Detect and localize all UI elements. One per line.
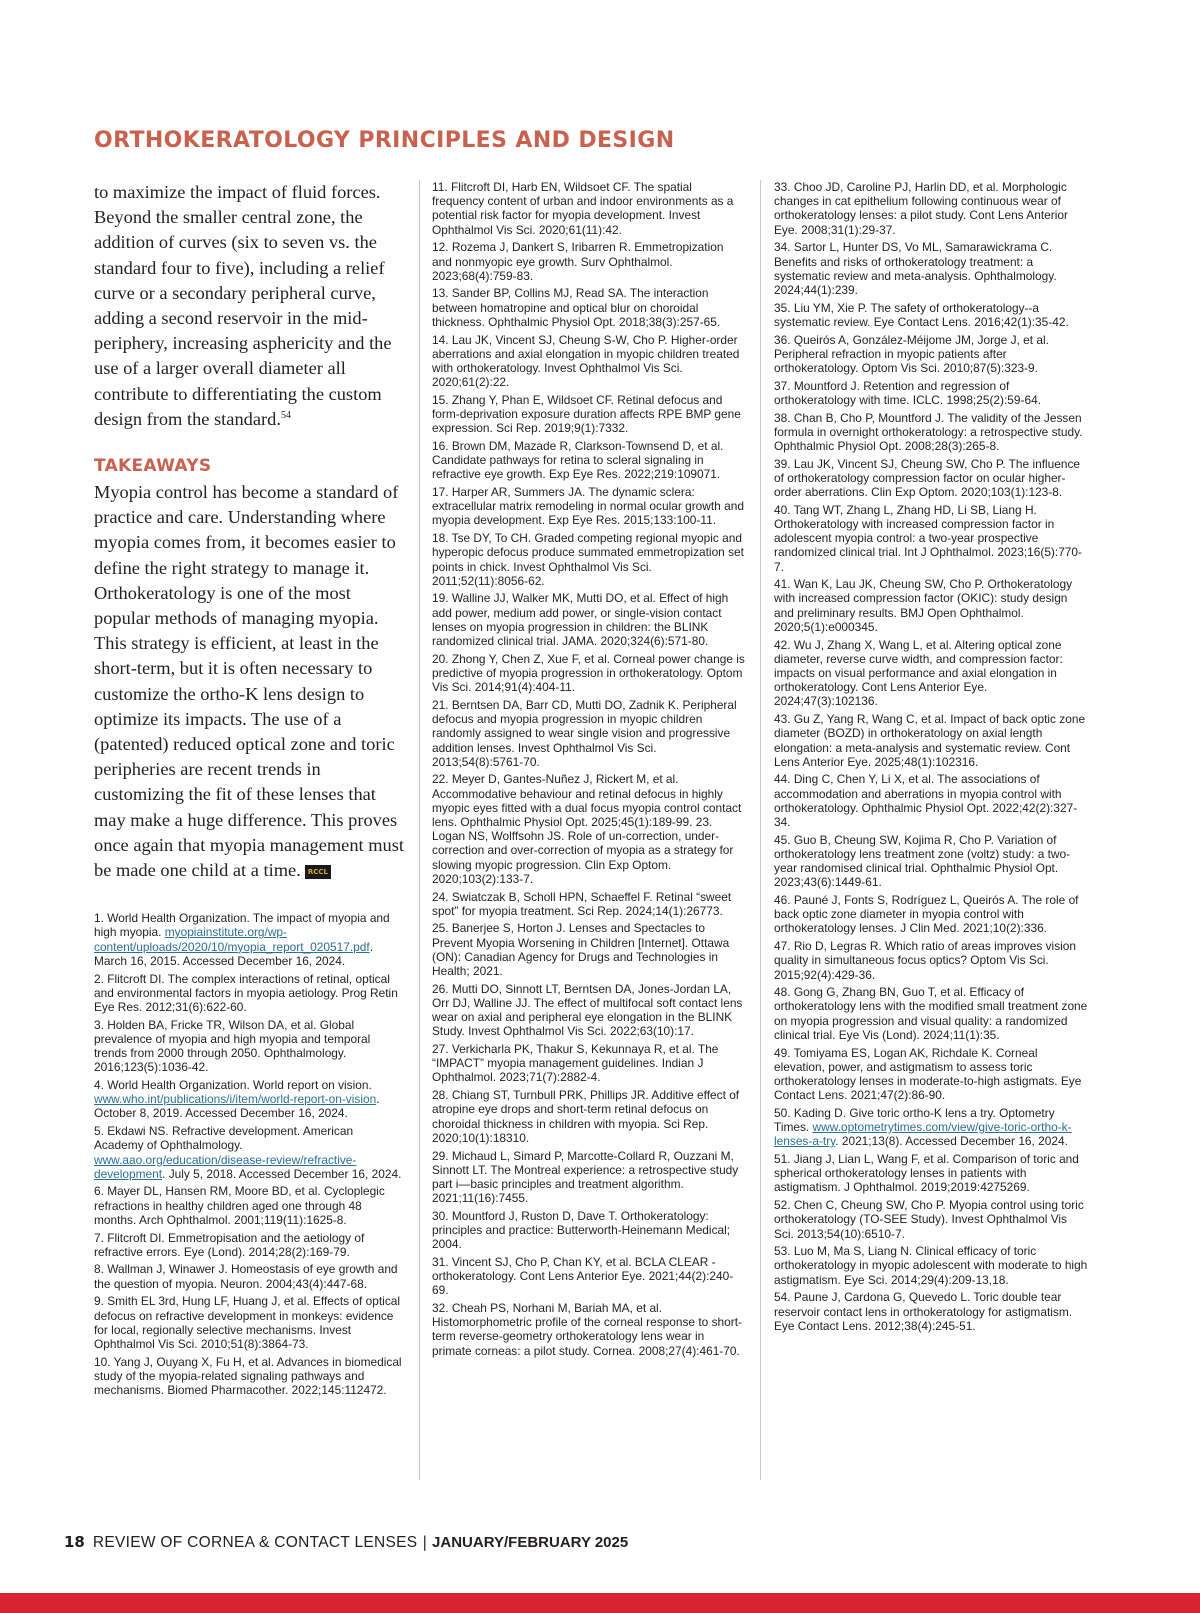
- reference-item: 14. Lau JK, Vincent SJ, Cheung S-W, Cho P. Higher-order aberrations and axial elongation in myopic children treated with orthokeratology. Invest Ophthalmol Vis Sci. 2020;61(2):22.: [432, 332, 740, 390]
- column-divider: [419, 180, 420, 1480]
- reference-item: 34. Sartor L, Hunter DS, Vo ML, Samarawickrama C. Benefits and risks of orthokeratology treatment: a systematic review and meta-analysis. Ophthalmology. 2024;44(1):239.: [774, 240, 1057, 297]
- reference-text: . March 16, 2015. Accessed December 16, 2024.: [94, 939, 373, 968]
- reference-item: 11. Flitcroft DI, Harb EN, Wildsoet CF. The spatial frequency content of urban and indoor environments as a potential risk factor for myopia development. Invest Ophthalmol Vis Sci. 2020;61(11):42.: [432, 180, 734, 237]
- page-number: 18: [64, 1533, 85, 1551]
- reference-item: 43. Gu Z, Yang R, Wang C, et al. Impact of back optic zone diameter (BOZD) in orthokeratology on axial length elongation: a meta-analysis and systematic review. Cont Lens Anterior Eye. 2025;48(1):102316.: [774, 712, 1086, 769]
- reference-text: 4. World Health Organization. World report on vision.: [94, 1078, 372, 1093]
- references-list-3: [774, 180, 1090, 1336]
- reference-text: 1. World Health Organization. The impact of myopia and high myopia.: [94, 911, 390, 940]
- reference-text: . July 5, 2018. Accessed December 16, 2024.: [162, 1166, 402, 1181]
- reference-item: 6. Mayer DL, Hansen RM, Moore BD, et al. Cycloplegic refractions in healthy children aged one through 48 months. Arch Ophthalmol. 2001;119(11):1625-8.: [94, 1184, 385, 1227]
- column-divider: [760, 180, 761, 1480]
- reference-item: 8. Wallman J, Winawer J. Homeostasis of eye growth and the question of myopia. Neuron. 2004;43(4):447-68.: [94, 1262, 398, 1291]
- reference-item: 19. Walline JJ, Walker MK, Mutti DO, et al. Effect of high add power, medium add power, or single-vision contact lenses on myopia progression in children: the BLINK randomized clinical trial. JAMA. 2020;324(6):571-80.: [432, 591, 729, 649]
- reference-item: 33. Choo JD, Caroline PJ, Harlin DD, et al. Morphologic changes in cat epithelium following continuous wear of orthokeratology lenses: a pilot study. Cont Lens Anterior Eye. 2008;31(1):29-37.: [774, 180, 1068, 237]
- reference-item: 12. Rozema J, Dankert S, Iribarren R. Emmetropization and nonmyopic eye growth. Surv Ophthalmol. 2023;68(4):759-83.: [432, 240, 724, 283]
- reference-link[interactable]: www.optometrytimes.com/view/give-toric-ortho-k-lenses-a-try: [774, 1120, 1072, 1149]
- references-list-1: [94, 911, 404, 1397]
- reference-item: 48. Gong G, Zhang BN, Guo T, et al. Efficacy of orthokeratology lens with the modified small treatment zone on myopia progression and visual quality: a randomized clinical trial. Eye Vis (Lond). 2024;11(1):35.: [774, 985, 1088, 1042]
- reference-item: 47. Rio D, Legras R. Which ratio of areas improves vision quality in simultaneous focus optics? Optom Vis Sci. 2015;92(4):429-36.: [774, 939, 1077, 982]
- bottom-color-bar: [0, 1593, 1200, 1613]
- takeaways-text: Myopia control has become a standard of practice and care. Understanding where myopia comes from, it becomes easier to define the right strategy to manage it. Orthokeratology is one of the most popular methods of managing myopia. This strategy is efficient, at least in the short-term, but it is often necessary to customize the ortho-K lens design to optimize its impacts. The use of a (patented) reduced optical zone and toric peripheries are recent trends in customizing the fit of these lenses that may make a huge difference. This proves once again that myopia management must be made one child at a time.: [94, 482, 404, 881]
- reference-item: [94, 1078, 404, 1121]
- reference-item: 54. Paune J, Cardona G, Quevedo L. Toric double tear reservoir contact lens in orthokeratology for astigmatism. Eye Contact Lens. 2012;38(4):245-51.: [774, 1290, 1073, 1333]
- end-logo: RCCL: [305, 865, 331, 879]
- reference-link[interactable]: myopiainstitute.org/wp-content/uploads/2020/10/myopia_report_020517.pdf: [94, 925, 370, 954]
- reference-item: 32. Cheah PS, Norhani M, Bariah MA, et al. Histomorphometric profile of the corneal response to short-term reverse-geometry orthokeratology lens wear in primate corneas: a pilot study. Cornea. 2008;27(4):461-70.: [432, 1301, 742, 1358]
- reference-item: [94, 911, 404, 968]
- reference-item: 41. Wan K, Lau JK, Cheung SW, Cho P. Orthokeratology with increased compression factor (OKIC): study design and preliminary results. BMJ Open Ophthalmol. 2020;5(1):e000345.: [774, 577, 1073, 634]
- reference-text: . October 8, 2019. Accessed December 16, 2024.: [94, 1092, 380, 1121]
- intro-paragraph: [94, 180, 404, 432]
- references-list-2: [432, 180, 746, 1361]
- reference-item: 42. Wu J, Zhang X, Wang L, et al. Altering optical zone diameter, reverse curve width, and compression factor: impacts on visual performance and axial elongation in orthokeratology. Cont Lens Anterior Eye. 2024;47(3):102136.: [774, 637, 1063, 709]
- reference-item: 46. Pauné J, Fonts S, Rodríguez L, Queirós A. The role of back optic zone diameter in myopia control with orthokeratology lenses. J Clin Med. 2021;10(2):336.: [774, 893, 1079, 936]
- reference-item: 44. Ding C, Chen Y, Li X, et al. The associations of accommodation and aberrations in myopia control with orthokeratology. Ophthalmic Physiol Opt. 2022;42(2):327-34.: [774, 772, 1078, 830]
- reference-item: 3. Holden BA, Fricke TR, Wilson DA, et al. Global prevalence of myopia and high myopia and temporal trends from 2000 through 2050. Ophthalmology. 2016;123(5):1036-42.: [94, 1017, 371, 1075]
- takeaways-heading: TAKEAWAYS: [94, 456, 212, 477]
- reference-item: 28. Chiang ST, Turnbull PRK, Phillips JR. Additive effect of atropine eye drops and short-term retinal defocus on choroidal thickness in children with myopia. Sci Rep. 2020;10(1):18310.: [432, 1088, 740, 1145]
- reference-item: 27. Verkicharla PK, Thakur S, Kekunnaya R, et al. The “IMPACT” myopia management guidelines. Indian J Ophthalmol. 2023;71(7):2882-4.: [432, 1042, 719, 1085]
- reference-item: 22. Meyer D, Gantes-Nuñez J, Rickert M, et al. Accommodative behaviour and retinal defocus in highly myopic eyes fitted with a dual focus myopia control contact lens. Ophthalmic Physiol Opt. 2025;45(1):189-99. 23. Logan NS, Wolffsohn JS. Role of un-correction, under-correction and over-correction of myopia as a strategy for slowing myopic progression. Clin Exp Optom. 2020;103(2):133-7.: [432, 772, 742, 886]
- reference-item: 2. Flitcroft DI. The complex interactions of retinal, optical and environmental factors in myopia aetiology. Prog Retin Eye Res. 2012;31(6):622-60.: [94, 971, 398, 1014]
- reference-item: 13. Sander BP, Collins MJ, Read SA. The interaction between homatropine and optical blur on choroidal thickness. Ophthalmic Physiol Opt. 2018;38(3):257-65.: [432, 286, 721, 329]
- reference-item: 30. Mountford J, Ruston D, Dave T. Orthokeratology: principles and practice: Butterworth-Heinemann Medical; 2004.: [432, 1208, 731, 1252]
- reference-link[interactable]: www.who.int/publications/i/item/world-report-on-vision: [94, 1092, 377, 1107]
- reference-item: 49. Tomiyama ES, Logan AK, Richdale K. Corneal elevation, power, and astigmatism to assess toric orthokeratology lenses in moderate-to-high astigmats. Eye Contact Lens. 2021;47(2):86-90.: [774, 1045, 1082, 1103]
- citation-superscript: 54: [280, 409, 291, 421]
- reference-item: 18. Tse DY, To CH. Graded competing regional myopic and hyperopic defocus produce summated emmetropization set points in chick. Invest Ophthalmol Vis Sci. 2011;52(11):8056-62.: [432, 531, 744, 588]
- issue-date: JANUARY/FEBRUARY 2025: [432, 1534, 629, 1551]
- footer-separator: |: [422, 1533, 428, 1551]
- section-title: ORTHOKERATOLOGY PRINCIPLES AND DESIGN: [94, 128, 675, 153]
- reference-item: 24. Swiatczak B, Scholl HPN, Schaeffel F. Retinal “sweet spot” for myopia treatment. Sci Rep. 2024;14(1):26773.: [432, 889, 732, 918]
- reference-item: 17. Harper AR, Summers JA. The dynamic sclera: extracellular matrix remodeling in normal ocular growth and myopia development. Exp Eye Res. 2015;133:100-11.: [432, 485, 744, 528]
- reference-text: 50. Kading D. Give toric ortho-K lens a try. Optometry Times.: [774, 1105, 1055, 1135]
- reference-item: 29. Michaud L, Simard P, Marcotte-Collard R, Ouzzani M, Sinnott LT. The Montreal experience: a retrospective study part i—basic principles and treatment algorithm. 2021;11(16):7455.: [432, 1148, 739, 1206]
- reference-item: 37. Mountford J. Retention and regression of orthokeratology with time. ICLC. 1998;25(2):59-64.: [774, 378, 1042, 407]
- reference-item: 10. Yang J, Ouyang X, Fu H, et al. Advances in biomedical study of the myopia-related signaling pathways and mechanisms. Biomed Pharmacother. 2022;145:112472.: [94, 1354, 402, 1398]
- reference-item: 40. Tang WT, Zhang L, Zhang HD, Li SB, Liang H. Orthokeratology with increased compression factor in adolescent myopia control: a two-year prospective randomized clinical trial. Int J Ophthalmol. 2023;16(5):770-7.: [774, 502, 1082, 574]
- reference-item: 53. Luo M, Ma S, Liang N. Clinical efficacy of toric orthokeratology in myopic adolescent with moderate to high astigmatism. Eye Sci. 2014;29(4):209-13,18.: [774, 1244, 1088, 1287]
- intro-text: to maximize the impact of fluid forces. Beyond the smaller central zone, the addition of curves (six to seven vs. the standard four to five), including a relief curve or a secondary peripheral curve, adding a second reservoir in the mid-periphery, increasing asphericity and the use of a larger overall diameter all contribute to differentiating the custom design from the standard.: [94, 182, 392, 429]
- reference-item: 7. Flitcroft DI. Emmetropisation and the aetiology of refractive errors. Eye (Lond). 2014;28(2):169-79.: [94, 1230, 365, 1259]
- reference-item: 36. Queirós A, González-Méijome JM, Jorge J, et al. Peripheral refraction in myopic patients after orthokeratology. Optom Vis Sci. 2010;87(5):323-9.: [774, 332, 1049, 375]
- column-1: [94, 180, 404, 1401]
- reference-item: 26. Mutti DO, Sinnott LT, Berntsen DA, Jones-Jordan LA, Orr DJ, Walline JJ. The effect of multifocal soft contact lens wear on axial and peripheral eye elongation in the BLINK Study. Invest Ophthalmol Vis Sci. 2022;63(10):17.: [432, 981, 743, 1039]
- reference-item: 20. Zhong Y, Chen Z, Xue F, et al. Corneal power change is predictive of myopia progression in orthokeratology. Optom Vis Sci. 2014;91(4):404-11.: [432, 651, 745, 695]
- reference-item: 15. Zhang Y, Phan E, Wildsoet CF. Retinal defocus and form-deprivation exposure duration affects RPE BMP gene expression. Sci Rep. 2019;9(1):7332.: [432, 392, 741, 436]
- publication-name: REVIEW OF CORNEA & CONTACT LENSES: [92, 1534, 418, 1551]
- takeaways-paragraph: [94, 480, 404, 883]
- reference-item: 51. Jiang J, Lian L, Wang F, et al. Comparison of toric and spherical orthokeratology lenses in patients with astigmatism. J Ophthalmol. 2019;2019:4275269.: [774, 1152, 1079, 1195]
- reference-item: 52. Chen C, Cheung SW, Cho P. Myopia control using toric orthokeratology (TO-SEE Study). Invest Ophthalmol Vis Sci. 2013;54(10):6510-7.: [774, 1198, 1084, 1241]
- reference-item: 21. Berntsen DA, Barr CD, Mutti DO, Zadnik K. Peripheral defocus and myopia progression in myopic children randomly assigned to wear single vision and progressive addition lenses. Invest Ophthalmol Vis Sci. 2013;54(8):5761-70.: [432, 697, 737, 769]
- reference-item: 39. Lau JK, Vincent SJ, Cheung SW, Cho P. The influence of orthokeratology compression factor on ocular higher-order aberrations. Clin Exp Optom. 2020;103(1):123-8.: [774, 456, 1081, 500]
- reference-text: 5. Ekdawi NS. Refractive development. American Academy of Ophthalmology.: [94, 1124, 354, 1153]
- reference-item: 45. Guo B, Cheung SW, Kojima R, Cho P. Variation of orthokeratology lens treatment zone (voltz) study: a two-year randomised clinical trial. Ophthalmic Physiol Opt. 2023;43(6):1449-61.: [774, 832, 1071, 890]
- reference-item: [94, 1124, 404, 1181]
- reference-item: [774, 1106, 1090, 1149]
- reference-item: 31. Vincent SJ, Cho P, Chan KY, et al. BCLA CLEAR - orthokeratology. Cont Lens Anterior Eye. 2021;44(2):240-69.: [432, 1254, 734, 1298]
- reference-link[interactable]: www.aao.org/education/disease-review/refractive-development: [94, 1152, 357, 1181]
- page-footer: [64, 1533, 628, 1552]
- reference-item: 9. Smith EL 3rd, Hung LF, Huang J, et al. Effects of optical defocus on refractive development in monkeys: evidence for local, regionally selective mechanisms. Invest Ophthalmol Vis Sci. 2010;51(8):3864-73.: [94, 1294, 401, 1351]
- reference-text: . 2021;13(8). Accessed December 16, 2024.: [835, 1134, 1068, 1149]
- reference-item: 35. Liu YM, Xie P. The safety of orthokeratology--a systematic review. Eye Contact Lens. 2016;42(1):35-42.: [774, 300, 1069, 329]
- reference-item: 16. Brown DM, Mazade R, Clarkson-Townsend D, et al. Candidate pathways for retina to scleral signaling in refractive eye growth. Exp Eye Res. 2022;219:109071.: [432, 438, 724, 482]
- reference-item: 25. Banerjee S, Horton J. Lenses and Spectacles to Prevent Myopia Worsening in Children [Internet]. Ottawa (ON): Canadian Agency for Drugs and Technologies in Health; 2021.: [432, 921, 730, 979]
- reference-item: 38. Chan B, Cho P, Mountford J. The validity of the Jessen formula in overnight orthokeratology: a retrospective study. Ophthalmic Physiol Opt. 2008;28(3):265-8.: [774, 410, 1083, 453]
